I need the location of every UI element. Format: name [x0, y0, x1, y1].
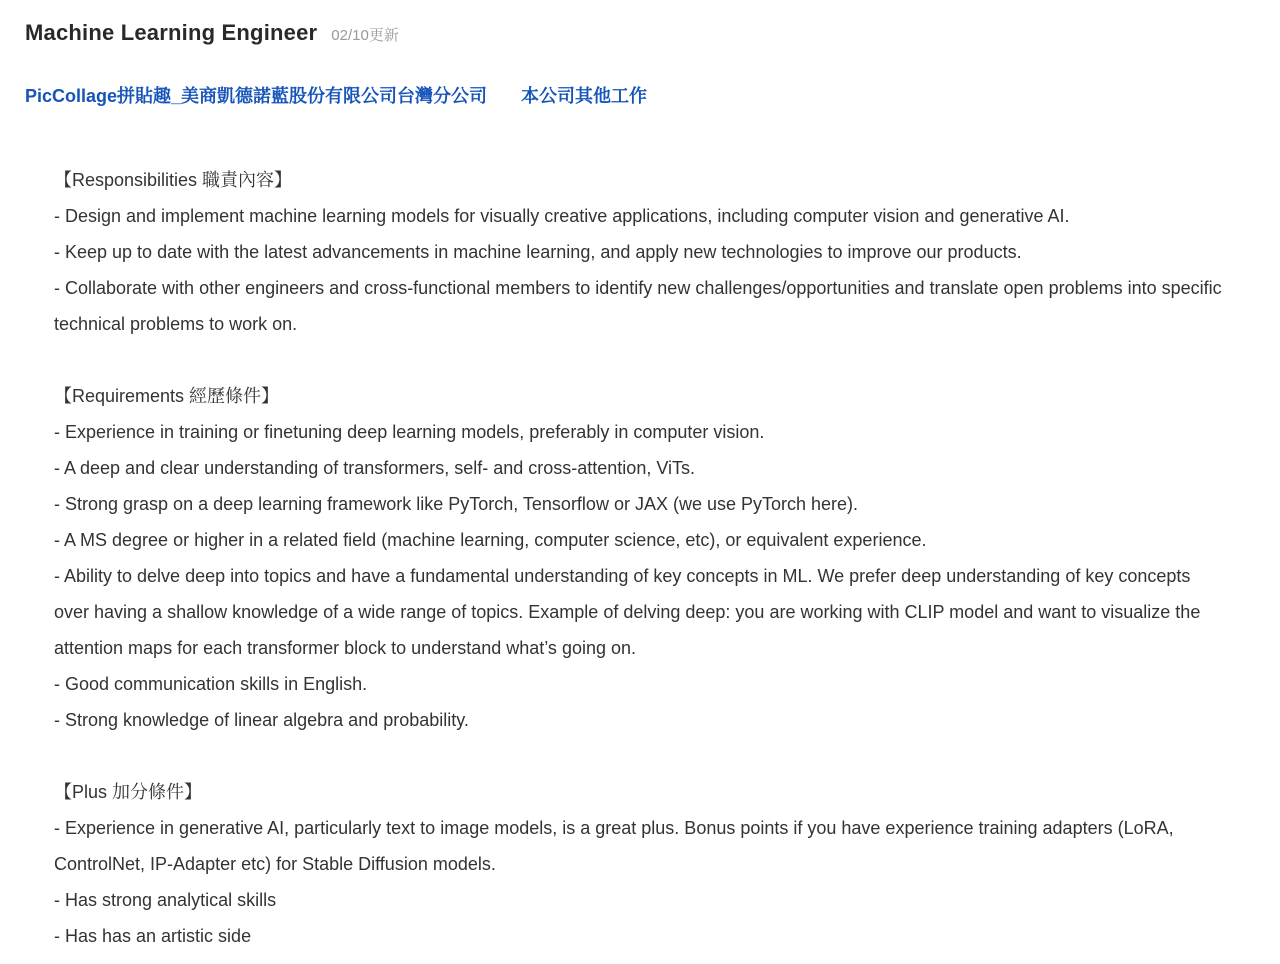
company-other-jobs-link[interactable]: 本公司其他工作: [521, 86, 648, 106]
company-links-row: [25, 82, 1255, 108]
jd-line: - Strong grasp on a deep learning framework like PyTorch, Tensorflow or JAX (we use PyTorch here).: [54, 494, 859, 514]
job-header: [0, 0, 1280, 108]
job-title-row: [25, 20, 1255, 46]
jd-line: - Experience in generative AI, particularly text to image models, is a great plus. Bonus points if you have experience training adapters (LoRA, ControlNet, IP-Adapter etc) for Stable Diffusion models.: [54, 818, 1174, 874]
jd-section-plus: [54, 774, 1226, 954]
jd-line: - Has strong analytical skills: [54, 890, 277, 910]
jd-section-heading: 【Requirements 經歷條件】: [54, 386, 280, 406]
jd-line: - A deep and clear understanding of transformers, self- and cross-attention, ViTs.: [54, 458, 696, 478]
job-title: Machine Learning Engineer: [25, 20, 318, 45]
jd-line: - Good communication skills in English.: [54, 674, 368, 694]
company-link[interactable]: PicCollage拼貼趣_美商凱德諾藍股份有限公司台灣分公司: [25, 86, 488, 106]
jd-line: - Keep up to date with the latest advancements in machine learning, and apply new technologies to improve our products.: [54, 242, 1022, 262]
jd-section-requirements: [54, 378, 1226, 738]
update-date: 02/10更新: [331, 27, 399, 44]
job-description: [0, 108, 1280, 964]
jd-section-heading: 【Plus 加分條件】: [54, 782, 203, 802]
jd-section-responsibilities: [54, 162, 1226, 342]
jd-line: - Strong knowledge of linear algebra and probability.: [54, 710, 469, 730]
jd-section-heading: 【Responsibilities 職責內容】: [54, 170, 293, 190]
jd-line: - Ability to delve deep into topics and have a fundamental understanding of key concepts in ML. We prefer deep understanding of key concepts over having a shallow knowledge of a wide range of topics. Example of delving deep: you are working with CLIP model and want to visualize the attention maps for each transformer block to understand what’s going on.: [54, 566, 1201, 658]
jd-line: - A MS degree or higher in a related field (machine learning, computer science, etc), or equivalent experience.: [54, 530, 927, 550]
jd-line: - Experience in training or finetuning deep learning models, preferably in computer vision.: [54, 422, 765, 442]
jd-line: - Has has an artistic side: [54, 926, 252, 946]
jd-line: - Collaborate with other engineers and cross-functional members to identify new challenges/opportunities and translate open problems into specific technical problems to work on.: [54, 278, 1222, 334]
jd-line: - Design and implement machine learning models for visually creative applications, including computer vision and generative AI.: [54, 206, 1070, 226]
